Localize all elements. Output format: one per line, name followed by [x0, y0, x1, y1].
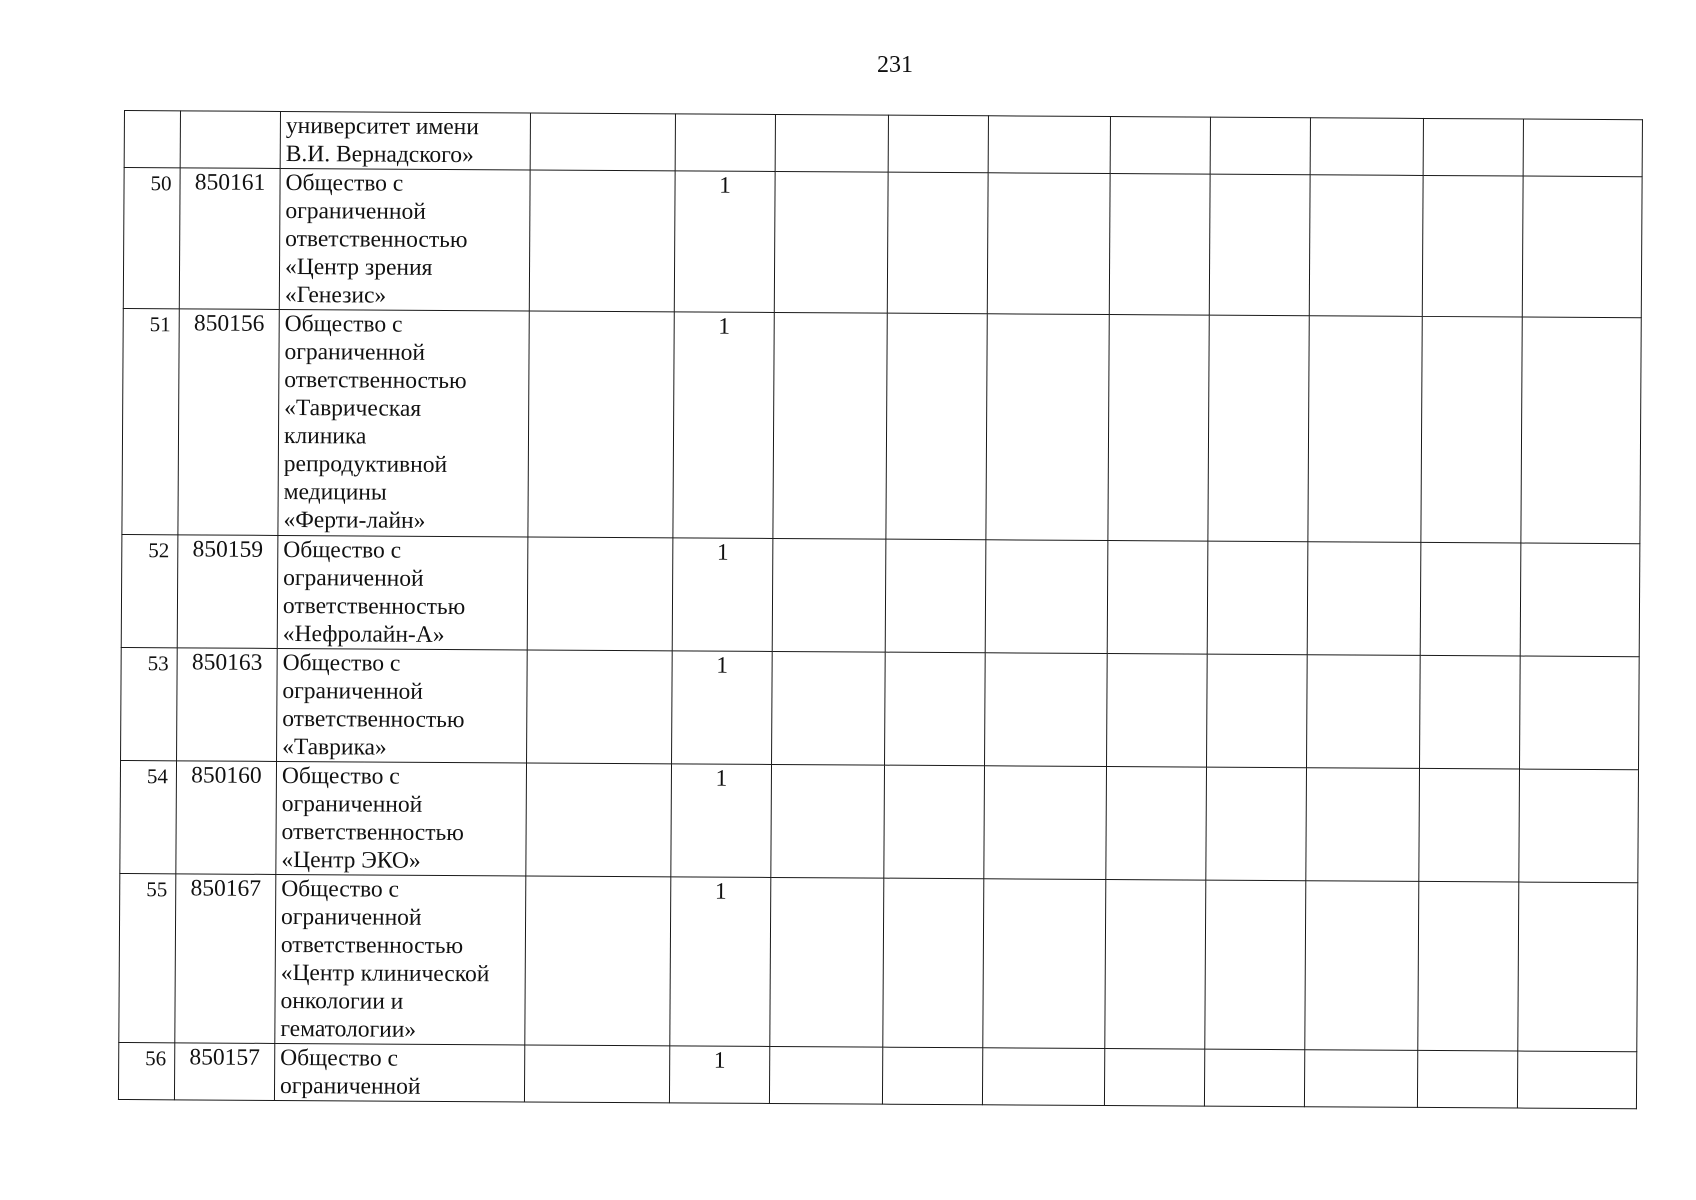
cell-quantity	[675, 114, 775, 172]
cell-quantity: 1	[673, 312, 774, 539]
cell-empty	[1518, 882, 1638, 1052]
cell-empty	[1523, 119, 1642, 177]
cell-empty	[769, 1046, 882, 1104]
cell-quantity: 1	[670, 877, 771, 1047]
cell-quantity: 1	[669, 1046, 769, 1104]
cell-empty	[1209, 174, 1310, 316]
cell-empty	[772, 538, 886, 652]
name-line: ответственностью	[280, 931, 464, 960]
cell-empty	[882, 1047, 982, 1105]
cell-empty	[1307, 542, 1421, 656]
cell-name	[280, 111, 530, 170]
cell-empty	[886, 313, 987, 540]
cell-code: 850163	[177, 648, 278, 762]
cell-empty	[1419, 768, 1520, 882]
cell-empty	[527, 537, 673, 651]
table-row	[121, 647, 1640, 769]
name-line: «Генезис»	[284, 281, 387, 309]
table-row	[123, 168, 1642, 318]
table-row-continuation	[124, 111, 1642, 177]
name-line: «Центр зрения	[284, 253, 433, 281]
cell-empty	[986, 314, 1109, 541]
cell-empty	[1107, 654, 1208, 768]
cell-empty	[1205, 880, 1306, 1050]
cell-empty	[1308, 316, 1422, 543]
cell-empty	[1420, 655, 1521, 769]
cell-empty	[1420, 542, 1521, 656]
cell-name	[274, 1043, 524, 1102]
cell-number: 56	[118, 1042, 174, 1099]
table-row	[120, 760, 1639, 882]
cell-empty	[526, 763, 672, 877]
cell-empty	[885, 652, 986, 766]
table-container	[118, 110, 1642, 1109]
cell-code: 850161	[179, 168, 280, 310]
cell-empty	[985, 653, 1108, 767]
table-body	[118, 111, 1642, 1109]
cell-empty	[528, 311, 674, 538]
cell-number: 52	[121, 534, 178, 647]
name-line: клиника	[283, 422, 367, 450]
cell-empty	[984, 766, 1107, 880]
cell-number: 50	[123, 168, 180, 309]
name-line: ограниченной	[281, 790, 423, 818]
cell-empty	[1418, 881, 1519, 1051]
cell-empty	[1417, 1050, 1517, 1108]
cell-empty	[1204, 1049, 1304, 1107]
cell-empty	[1207, 541, 1308, 655]
name-line: университет имени	[285, 112, 479, 141]
cell-name	[275, 874, 526, 1045]
name-line: ответственностью	[284, 366, 467, 395]
cell-number: 55	[119, 873, 176, 1042]
cell-empty	[1520, 656, 1640, 770]
cell-code: 850167	[175, 874, 276, 1044]
cell-empty	[530, 113, 675, 171]
cell-code: 850159	[177, 535, 278, 649]
cell-empty	[1522, 176, 1642, 318]
cell-empty	[988, 116, 1110, 174]
name-line: ограниченной	[282, 677, 423, 705]
name-line: репродуктивной	[283, 450, 448, 478]
cell-empty	[1423, 118, 1523, 176]
cell-quantity: 1	[672, 538, 773, 652]
cell-empty	[884, 765, 985, 879]
cell-empty	[525, 876, 671, 1046]
cell-empty	[983, 879, 1106, 1049]
cell-empty	[524, 1045, 669, 1103]
cell-empty	[1517, 1051, 1636, 1109]
cell-empty	[1422, 175, 1523, 317]
name-line: Общество с	[281, 875, 400, 903]
cell-empty	[1310, 118, 1423, 176]
cell-quantity: 1	[672, 651, 773, 765]
name-line: «Таврическая	[284, 394, 422, 422]
cell-empty	[1105, 880, 1206, 1050]
table-row	[118, 1042, 1636, 1108]
cell-empty	[1210, 117, 1310, 175]
name-line: Общество с	[281, 762, 400, 790]
cell-empty	[773, 312, 887, 539]
name-line: ответственностью	[282, 705, 465, 734]
cell-number: 53	[121, 647, 178, 760]
name-line: онкологии и	[280, 987, 404, 1015]
cell-code: 850156	[178, 309, 279, 536]
cell-empty	[1521, 317, 1641, 544]
cell-empty	[527, 650, 673, 764]
name-line: Общество с	[282, 649, 401, 677]
name-line: ответственностью	[282, 592, 466, 621]
cell-name	[277, 648, 528, 763]
cell-name	[278, 309, 529, 537]
name-line: «Таврика»	[282, 733, 387, 761]
cell-empty	[1304, 1050, 1417, 1108]
cell-empty	[1305, 881, 1419, 1051]
name-line: гематологии»	[280, 1015, 417, 1043]
cell-empty	[985, 540, 1108, 654]
name-line: ответственностью	[285, 225, 468, 254]
cell-empty	[1106, 767, 1207, 881]
cell-empty	[885, 539, 986, 653]
cell-empty	[982, 1048, 1104, 1106]
cell-quantity: 1	[671, 764, 772, 878]
name-line: Общество с	[284, 310, 403, 338]
cell-empty	[887, 172, 988, 314]
cell-empty	[771, 764, 885, 878]
name-line: ограниченной	[279, 1072, 421, 1100]
name-line: Общество с	[283, 536, 402, 564]
name-line: «Нефролайн-А»	[282, 620, 445, 648]
organizations-table	[118, 110, 1643, 1109]
cell-empty	[529, 170, 675, 312]
name-line: медицины	[283, 478, 387, 506]
cell-empty	[1520, 543, 1640, 657]
cell-empty	[1104, 1049, 1204, 1107]
cell-empty	[1519, 769, 1639, 883]
name-line: ограниченной	[283, 564, 424, 592]
cell-empty	[1207, 654, 1308, 768]
cell-empty	[774, 171, 888, 313]
name-line: Общество с	[280, 1044, 399, 1072]
cell-empty	[1107, 541, 1208, 655]
cell-empty	[770, 877, 884, 1047]
cell-empty	[775, 114, 888, 172]
cell-empty	[1306, 768, 1420, 882]
name-line: Общество с	[285, 169, 404, 197]
name-line: «Центр ЭКО»	[281, 846, 421, 874]
page-number: 231	[877, 52, 913, 78]
cell-empty	[1109, 174, 1210, 316]
name-line: В.И. Вернадского»	[285, 140, 474, 169]
cell-number: 51	[122, 308, 179, 534]
name-line: ограниченной	[284, 338, 426, 366]
name-line: ограниченной	[280, 903, 422, 931]
cell-code: 850157	[174, 1043, 274, 1101]
cell-name	[277, 535, 528, 650]
cell-code: 850160	[176, 761, 277, 875]
cell-empty	[888, 115, 988, 173]
table-row	[119, 873, 1638, 1051]
cell-number: 54	[120, 760, 177, 873]
cell-name	[276, 761, 527, 876]
cell-empty	[883, 878, 984, 1048]
cell-name	[279, 168, 530, 311]
cell-empty	[1206, 767, 1307, 881]
name-line: ответственностью	[281, 818, 464, 847]
cell-empty	[1108, 315, 1209, 542]
table-row	[121, 534, 1640, 656]
name-line: ограниченной	[285, 197, 426, 225]
name-line: «Центр клинической	[280, 959, 490, 988]
table-row	[122, 308, 1641, 543]
cell-empty	[1421, 316, 1522, 543]
cell-empty	[1208, 315, 1309, 542]
cell-empty	[1307, 655, 1421, 769]
name-line: «Ферти-лайн»	[283, 506, 426, 534]
cell-empty	[1309, 175, 1423, 317]
cell-quantity: 1	[674, 171, 775, 313]
cell-empty	[987, 173, 1110, 315]
cell-code	[180, 111, 280, 169]
cell-empty	[1110, 117, 1210, 175]
cell-empty	[772, 651, 886, 765]
cell-number	[124, 111, 180, 168]
